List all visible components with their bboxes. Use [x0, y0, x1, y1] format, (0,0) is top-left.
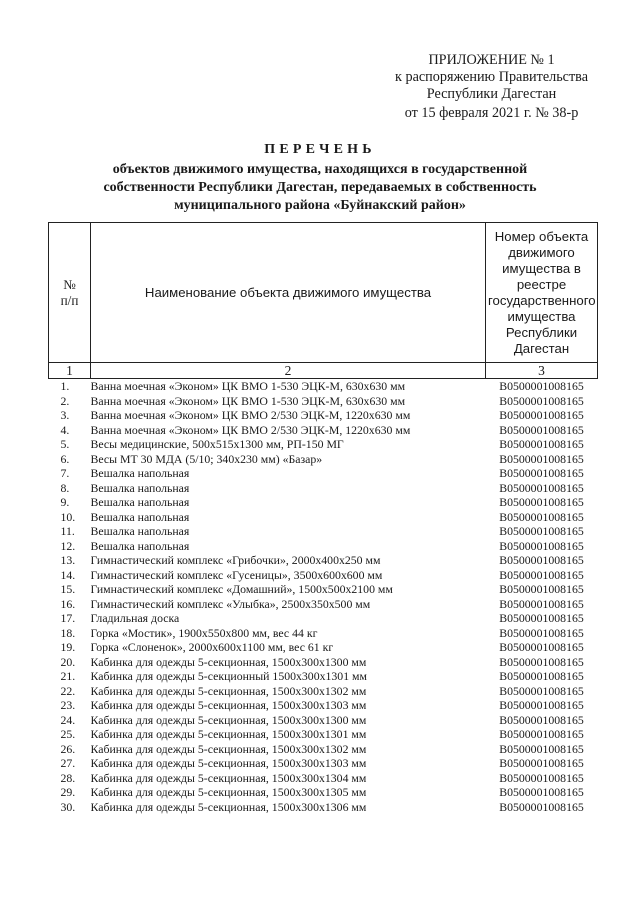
table-row — [49, 437, 598, 452]
row-number: 12. — [60, 538, 76, 553]
header-name: Наименование объекта движимого имущества — [91, 223, 486, 363]
row-registry-number: В0500001008165 — [499, 422, 584, 437]
row-number: 1. — [60, 379, 70, 393]
row-item-name: Кабинка для одежды 5-секционная, 1500х300х1300 мм — [90, 712, 367, 727]
row-number: 19. — [60, 640, 76, 654]
row-registry-number: В0500001008165 — [499, 698, 584, 712]
table-row — [49, 510, 598, 525]
row-registry-number: В0500001008165 — [499, 480, 584, 495]
row-item-name: Весы медицинские, 500х515х1300 мм, РП-150 МГ — [90, 437, 344, 451]
row-item-name: Кабинка для одежды 5-секционная, 1500х300х1304 мм — [90, 770, 367, 785]
row-registry-number: В0500001008165 — [499, 408, 584, 422]
table-row — [49, 698, 598, 713]
row-number: 18. — [60, 625, 76, 640]
row-number: 8. — [60, 480, 70, 495]
row-number: 23. — [60, 698, 76, 712]
row-item-name: Весы МТ 30 МДА (5/10; 340х230 мм) «Базар» — [90, 451, 323, 466]
annex-government: Республики Дагестан — [426, 86, 557, 102]
row-registry-number: В0500001008165 — [499, 611, 584, 625]
row-item-name: Кабинка для одежды 5-секционная, 1500х300х1303 мм — [90, 698, 367, 712]
table-row — [49, 611, 598, 626]
row-item-name: Кабинка для одежды 5-секционная, 1500х300х1302 мм — [90, 683, 367, 698]
table-row — [49, 655, 598, 670]
row-item-name: Кабинка для одежды 5-секционная, 1500х300х1302 мм — [90, 741, 367, 756]
property-table — [48, 222, 598, 814]
row-number: 21. — [60, 669, 76, 683]
row-number: 27. — [60, 756, 76, 770]
title-subtitle — [0, 161, 640, 215]
row-registry-number: В0500001008165 — [499, 509, 584, 524]
table-body — [49, 379, 598, 815]
row-registry-number: В0500001008165 — [499, 683, 584, 698]
row-number: 4. — [60, 422, 70, 437]
row-number: 16. — [60, 596, 76, 611]
row-registry-number: В0500001008165 — [499, 538, 584, 553]
row-registry-number: В0500001008165 — [499, 625, 584, 640]
row-item-name: Вешалка напольная — [90, 466, 190, 480]
row-number: 6. — [60, 451, 70, 466]
column-number-row — [49, 363, 598, 379]
title-line-2: собственности Республики Дагестан, передаваемых в собственность — [103, 180, 537, 195]
row-item-name: Кабинка для одежды 5-секционная, 1500х300х1305 мм — [90, 785, 367, 799]
column-number-3: 3 — [486, 363, 598, 379]
annex-order-ref: к распоряжению Правительства — [395, 69, 588, 85]
row-number: 17. — [60, 611, 76, 625]
column-number-1: 1 — [49, 363, 91, 379]
table-row — [49, 597, 598, 612]
title-line-3: муниципального района «Буйнакский район» — [174, 198, 466, 213]
row-number: 7. — [60, 466, 70, 480]
row-registry-number: В0500001008165 — [499, 524, 584, 538]
header-number — [49, 223, 91, 363]
table-row — [49, 771, 598, 786]
annex-header — [395, 52, 588, 122]
row-item-name: Кабинка для одежды 5-секционная, 1500х300х1301 мм — [90, 727, 367, 741]
row-number: 22. — [60, 683, 76, 698]
row-registry-number: В0500001008165 — [499, 466, 584, 480]
row-item-name: Ванна моечная «Эконом» ЦК ВМО 1-530 ЭЦК-М, 630х630 мм — [90, 379, 406, 393]
row-number: 2. — [60, 393, 70, 408]
row-item-name: Ванна моечная «Эконом» ЦК ВМО 2/530 ЭЦК-М, 1220х630 мм — [90, 408, 411, 422]
row-item-name: Гладильная доска — [90, 611, 180, 625]
table-row — [49, 669, 598, 684]
row-item-name: Вешалка напольная — [90, 524, 190, 538]
table-row — [49, 495, 598, 510]
table-row — [49, 568, 598, 583]
row-number: 28. — [60, 770, 76, 785]
row-item-name: Ванна моечная «Эконом» ЦК ВМО 2/530 ЭЦК-М, 1220х630 мм — [90, 422, 411, 437]
row-number: 13. — [60, 553, 76, 567]
table-row — [49, 452, 598, 467]
row-item-name: Горка «Мостик», 1900х550х800 мм, вес 44 кг — [90, 625, 318, 640]
table-row — [49, 394, 598, 409]
row-number: 3. — [60, 408, 70, 422]
header-number-abbr: п/п — [60, 292, 79, 308]
header-number-sign: № — [63, 276, 76, 292]
row-registry-number: В0500001008165 — [499, 582, 584, 596]
table-row — [49, 481, 598, 496]
table-row — [49, 756, 598, 771]
row-number: 29. — [60, 785, 76, 799]
table-row — [49, 379, 598, 394]
table-row — [49, 800, 598, 815]
row-item-name: Горка «Слоненок», 2000х600х1100 мм, вес 61 кг — [90, 640, 334, 654]
row-registry-number: В0500001008165 — [499, 727, 584, 741]
table-row — [49, 524, 598, 539]
document-title — [0, 141, 640, 215]
row-item-name: Вешалка напольная — [90, 480, 190, 495]
table-row — [49, 785, 598, 800]
row-item-name: Гимнастический комплекс «Гусеницы», 3500х600х600 мм — [90, 567, 383, 582]
row-number: 11. — [60, 524, 75, 538]
row-item-name: Вешалка напольная — [90, 495, 190, 509]
table-row — [49, 742, 598, 757]
row-item-name: Ванна моечная «Эконом» ЦК ВМО 1-530 ЭЦК-М, 630х630 мм — [90, 393, 406, 408]
row-registry-number: В0500001008165 — [499, 495, 584, 509]
row-registry-number: В0500001008165 — [499, 379, 584, 393]
row-number: 9. — [60, 495, 70, 509]
row-item-name: Кабинка для одежды 5-секционная, 1500х300х1303 мм — [90, 756, 367, 770]
title-line-1: объектов движимого имущества, находящихся в государственной — [112, 162, 528, 177]
row-registry-number: В0500001008165 — [499, 640, 584, 654]
row-number: 14. — [60, 567, 76, 582]
row-registry-number: В0500001008165 — [499, 553, 584, 567]
row-number: 15. — [60, 582, 76, 596]
row-registry-number: В0500001008165 — [499, 567, 584, 582]
table-row — [49, 408, 598, 423]
row-item-name: Гимнастический комплекс «Домашний», 1500х500х2100 мм — [90, 582, 393, 596]
row-registry-number: В0500001008165 — [499, 785, 584, 799]
row-registry-number: В0500001008165 — [499, 654, 584, 669]
row-item-name: Вешалка напольная — [90, 509, 190, 524]
row-number: 5. — [60, 437, 70, 451]
row-number: 24. — [60, 712, 76, 727]
column-number-2: 2 — [91, 363, 486, 379]
row-number: 30. — [60, 799, 76, 814]
row-registry-number: В0500001008165 — [499, 741, 584, 756]
row-registry-number: В0500001008165 — [499, 437, 584, 451]
table-row — [49, 553, 598, 568]
row-item-name: Кабинка для одежды 5-секционная, 1500х300х1300 мм — [90, 654, 367, 669]
row-item-name: Гимнастический комплекс «Улыбка», 2500х350х500 мм — [90, 596, 371, 611]
row-registry-number: В0500001008165 — [499, 770, 584, 785]
row-item-name: Гимнастический комплекс «Грибочки», 2000х400х250 мм — [90, 553, 381, 567]
table-row — [49, 582, 598, 597]
table-row — [49, 626, 598, 641]
row-registry-number: В0500001008165 — [499, 669, 584, 683]
row-registry-number: В0500001008165 — [499, 451, 584, 466]
row-number: 26. — [60, 741, 76, 756]
row-number: 10. — [60, 509, 76, 524]
row-number: 25. — [60, 727, 76, 741]
row-registry-number: В0500001008165 — [499, 393, 584, 408]
row-item-name: Кабинка для одежды 5-секционный 1500х300х1301 мм — [90, 669, 367, 683]
table-row — [49, 539, 598, 554]
table-row — [49, 466, 598, 481]
table-header-row — [49, 223, 598, 363]
table-row — [49, 684, 598, 699]
table-row — [49, 640, 598, 655]
row-item-name: Кабинка для одежды 5-секционная, 1500х300х1306 мм — [90, 799, 367, 814]
row-registry-number: В0500001008165 — [499, 799, 584, 814]
header-registry: Номер объекта движимого имущества в реестре государственного имущества Республики Дагестан — [486, 223, 598, 363]
annex-date: от 15 февраля 2021 г. № 38-р — [404, 105, 579, 121]
row-registry-number: В0500001008165 — [499, 596, 584, 611]
row-number: 20. — [60, 654, 76, 669]
row-item-name: Вешалка напольная — [90, 538, 190, 553]
table-row — [49, 423, 598, 438]
table-row — [49, 727, 598, 742]
row-registry-number: В0500001008165 — [499, 712, 584, 727]
annex-number: ПРИЛОЖЕНИЕ № 1 — [428, 52, 555, 68]
row-registry-number: В0500001008165 — [499, 756, 584, 770]
title-heading: ПЕРЕЧЕНЬ — [264, 142, 376, 157]
table-row — [49, 713, 598, 728]
